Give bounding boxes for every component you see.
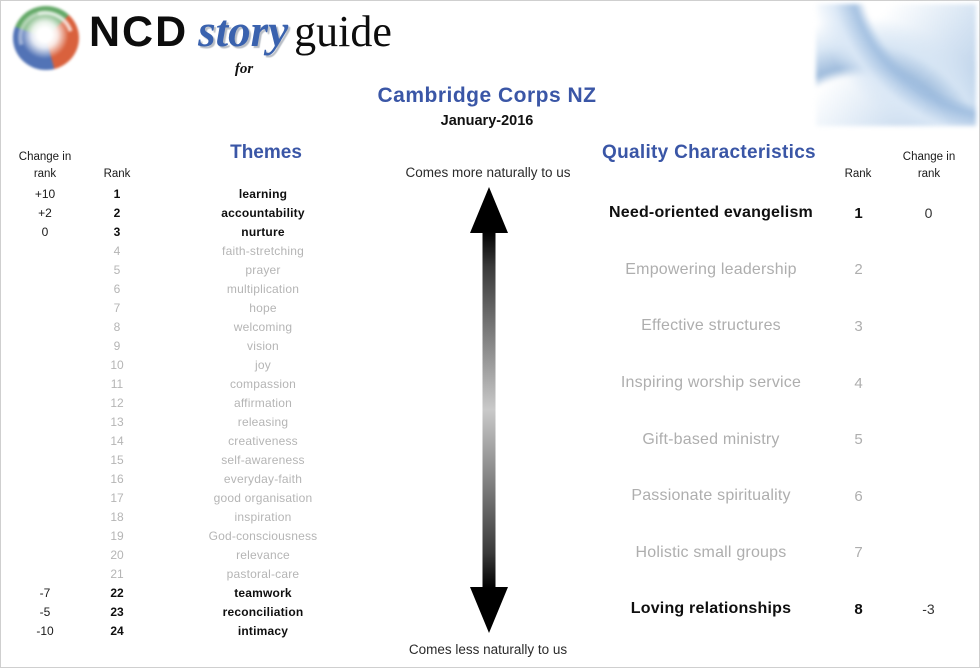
- theme-change-in-rank: 0: [41, 224, 49, 239]
- theme-label: self-awareness: [221, 452, 305, 467]
- theme-row: [9, 393, 373, 412]
- theme-rank: 6: [113, 281, 121, 296]
- brand-ncd: NCD: [89, 8, 189, 56]
- theme-row: [9, 545, 373, 564]
- quality-label: Gift-based ministry: [642, 430, 780, 448]
- theme-rank: 17: [110, 490, 124, 505]
- scale-bottom-label: Comes less naturally to us: [408, 642, 568, 657]
- quality-rank: 6: [854, 487, 863, 505]
- theme-label: vision: [247, 338, 279, 353]
- theme-row: [9, 583, 373, 602]
- theme-rank: 5: [113, 262, 121, 277]
- theme-rank: 12: [110, 395, 124, 410]
- quality-row: [591, 581, 971, 638]
- quality-label: Inspiring worship service: [620, 374, 802, 392]
- theme-rank: 20: [110, 547, 124, 562]
- theme-row: [9, 222, 373, 241]
- theme-rank: 16: [110, 471, 124, 486]
- theme-change-in-rank: -10: [36, 623, 54, 638]
- theme-label: pastoral-care: [226, 566, 300, 581]
- theme-label: nurture: [241, 224, 285, 239]
- quality-rank: 8: [854, 600, 863, 618]
- quality-rank: 5: [854, 431, 863, 449]
- ncd-swirl-icon: [13, 6, 79, 70]
- theme-label: affirmation: [233, 395, 292, 410]
- theme-label: accountability: [221, 205, 305, 220]
- theme-label: relevance: [236, 547, 290, 562]
- theme-rank: 8: [113, 319, 121, 334]
- quality-label: Effective structures: [641, 317, 781, 335]
- theme-rank: 22: [110, 585, 124, 600]
- quality-change-in-rank: -3: [922, 601, 935, 618]
- quality-row: [591, 355, 971, 412]
- church-title: Cambridge Corps NZ: [377, 84, 597, 107]
- theme-rank: 9: [113, 338, 121, 353]
- themes-rank-header: Rank: [103, 168, 131, 180]
- theme-row: [9, 374, 373, 393]
- quality-row: [591, 298, 971, 355]
- theme-change-in-rank: -5: [39, 604, 51, 619]
- theme-label: learning: [238, 186, 288, 201]
- theme-label: hope: [249, 300, 277, 315]
- quality-label: Passionate spirituality: [631, 487, 791, 505]
- theme-rank: 7: [113, 300, 121, 315]
- quality-row: [591, 242, 971, 299]
- theme-rank: 13: [110, 414, 124, 429]
- theme-row: [9, 469, 373, 488]
- themes-change-in-rank-header: [9, 149, 81, 183]
- qualities-rank-header: Rank: [844, 168, 872, 180]
- quality-row: [591, 411, 971, 468]
- theme-rank: 4: [113, 243, 121, 258]
- themes-change-header-line2: rank: [33, 168, 57, 180]
- theme-label: multiplication: [226, 281, 300, 296]
- themes-section-title: Themes: [230, 142, 302, 163]
- theme-rank: 14: [110, 433, 124, 448]
- brand-title: [89, 5, 392, 57]
- theme-row: [9, 317, 373, 336]
- theme-rank: 15: [110, 452, 124, 467]
- report-date: January-2016: [440, 113, 534, 129]
- theme-rank: 1: [113, 186, 121, 201]
- quality-row: [591, 185, 971, 242]
- theme-label: joy: [255, 357, 271, 372]
- theme-rank: 3: [113, 224, 121, 239]
- ncd-logo-icon: [13, 6, 79, 70]
- brand-guide: guide: [294, 7, 392, 56]
- themes-change-header-line1: Change in: [18, 151, 72, 163]
- theme-label: creativeness: [228, 433, 298, 448]
- quality-label: Loving relationships: [630, 600, 792, 618]
- theme-row: [9, 203, 373, 222]
- theme-change-in-rank: -7: [39, 585, 51, 600]
- qualities-change-in-rank-header: [894, 149, 964, 183]
- scale-top-label: Comes more naturally to us: [405, 165, 571, 180]
- theme-rank: 10: [110, 357, 124, 372]
- theme-rank: 24: [110, 623, 124, 638]
- theme-label: compassion: [229, 376, 297, 391]
- theme-row: [9, 241, 373, 260]
- brand-story: story: [198, 6, 289, 56]
- theme-row: [9, 564, 373, 583]
- theme-change-in-rank: +10: [34, 186, 56, 201]
- quality-rank: 1: [854, 204, 863, 222]
- theme-row: [9, 621, 373, 640]
- qualities-section-title: Quality Characteristics: [602, 142, 816, 163]
- theme-row: [9, 602, 373, 621]
- quality-rank: 2: [854, 261, 863, 279]
- theme-row: [9, 279, 373, 298]
- theme-row: [9, 412, 373, 431]
- theme-label: everyday-faith: [223, 471, 303, 486]
- theme-rank: 11: [110, 376, 124, 391]
- qualities-list: [591, 185, 971, 638]
- theme-row: [9, 260, 373, 279]
- theme-rank: 18: [110, 509, 124, 524]
- theme-label: faith-stretching: [222, 243, 304, 258]
- theme-label: releasing: [237, 414, 289, 429]
- theme-label: good organisation: [213, 490, 313, 505]
- quality-rank: 7: [854, 544, 863, 562]
- quality-rank: 3: [854, 317, 863, 335]
- theme-row: [9, 184, 373, 203]
- theme-rank: 23: [110, 604, 124, 619]
- theme-row: [9, 450, 373, 469]
- theme-label: welcoming: [233, 319, 293, 334]
- theme-label: intimacy: [237, 623, 289, 638]
- theme-rank: 19: [110, 528, 124, 543]
- theme-row: [9, 526, 373, 545]
- quality-change-in-rank: 0: [924, 205, 933, 222]
- theme-label: teamwork: [234, 585, 292, 600]
- quality-label: Need-oriented evangelism: [609, 204, 813, 222]
- theme-rank: 2: [113, 205, 121, 220]
- theme-row: [9, 488, 373, 507]
- quality-label: Empowering leadership: [625, 260, 797, 278]
- theme-label: inspiration: [234, 509, 292, 524]
- quality-rank: 4: [854, 374, 863, 392]
- theme-row: [9, 507, 373, 526]
- qualities-change-header-line1: Change in: [902, 151, 956, 163]
- theme-row: [9, 431, 373, 450]
- brand-for: for: [234, 61, 254, 77]
- quality-label: Holistic small groups: [635, 543, 787, 561]
- themes-list: [9, 184, 373, 640]
- double-headed-arrow-icon: [467, 187, 511, 633]
- quality-row: [591, 468, 971, 525]
- qualities-change-header-line2: rank: [917, 168, 941, 180]
- theme-change-in-rank: +2: [38, 205, 52, 220]
- theme-row: [9, 298, 373, 317]
- theme-label: God-consciousness: [208, 528, 318, 543]
- theme-label: reconciliation: [222, 604, 304, 619]
- quality-row: [591, 525, 971, 582]
- theme-label: prayer: [245, 262, 281, 277]
- theme-row: [9, 336, 373, 355]
- theme-rank: 21: [110, 566, 124, 581]
- theme-row: [9, 355, 373, 374]
